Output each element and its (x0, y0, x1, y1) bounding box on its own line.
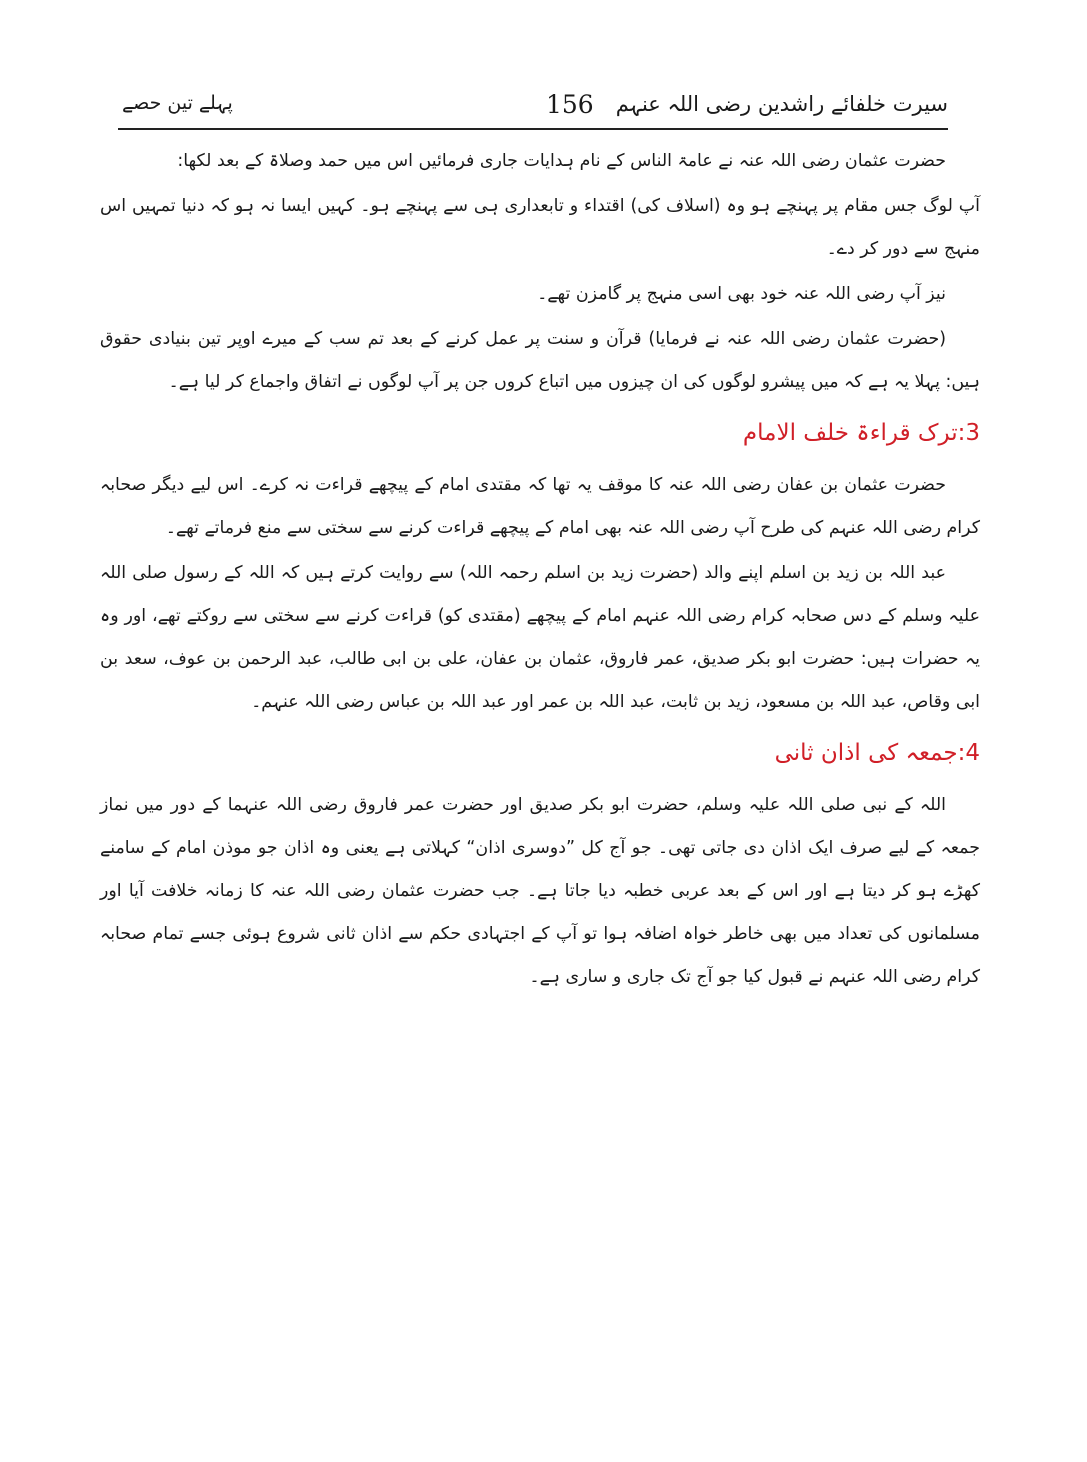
page-number: 156 (546, 90, 594, 119)
book-title: سیرت خلفائے راشدین رضی اللہ عنہم (615, 92, 948, 116)
paragraph-4: (حضرت عثمان رضی اللہ عنہ نے فرمایا) قرآن و سنت پر عمل کرنے کے بعد تم سب کے میرے اوپر تین بنیادی حقوق ہیں: پہلا یہ ہے کہ میں پیشرو لوگوں کی ان چیزوں میں اتباع کروں جن پر آپ لوگوں نے اتفاق واجماع کر لیا ہے۔ (100, 329, 980, 392)
section-heading-4: 4:جمعہ کی اذان ثانی (774, 740, 980, 766)
part-label: پہلے تین حصے (122, 92, 233, 114)
page-body (100, 140, 980, 1001)
header-rule (118, 128, 948, 130)
paragraph-3: نیز آپ رضی اللہ عنہ خود بھی اسی منہج پر گامزن تھے۔ (537, 284, 946, 304)
paragraph-6: عبد اللہ بن زید بن اسلم اپنے والد (حضرت زید بن اسلم رحمہ اللہ) سے روایت کرتے ہیں کہ اللہ کے رسول صلی اللہ علیہ وسلم کے دس صحابہ کرام رضی اللہ عنہم امام کے پیچھے (مقتدی کو) قراءت کرنے سے سختی سے روکتے تھے، اور وہ یہ حضرات ہیں: حضرت ابو بکر صدیق، عمر فاروق، عثمان بن عفان، علی بن ابی طالب، عبد الرحمن بن عوف، سعد بن ابی وقاص، عبد اللہ بن مسعود، زید بن ثابت، عبد اللہ بن عمر اور عبد اللہ بن عباس رضی اللہ عنہم۔ (100, 563, 980, 712)
paragraph-2: آپ لوگ جس مقام پر پہنچے ہو وہ (اسلاف کی) اقتداء و تابعداری ہی سے پہنچے ہو۔ کہیں ایسا نہ ہو کہ دنیا تمہیں اس منہج سے دور کر دے۔ (100, 196, 980, 259)
page-header (118, 88, 948, 130)
section-heading-3: 3:ترک قراءۃ خلف الامام (742, 420, 980, 446)
paragraph-7: اللہ کے نبی صلی اللہ علیہ وسلم، حضرت ابو بکر صدیق اور حضرت عمر فاروق رضی اللہ عنہما کے دور میں نماز جمعہ کے لیے صرف ایک اذان دی جاتی تھی۔ جو آج کل ”دوسری اذان“ کہلاتی ہے یعنی وہ اذان جو موذن امام کے سامنے کھڑے ہو کر دیتا ہے اور اس کے بعد عربی خطبہ دیا جاتا ہے۔ جب حضرت عثمان رضی اللہ عنہ کا زمانہ خلافت آیا اور مسلمانوں کی تعداد میں بھی خاطر خواہ اضافہ ہوا تو آپ کے اجتہادی حکم سے اذان ثانی شروع ہوئی جسے تمام صحابہ کرام رضی اللہ عنہم نے قبول کیا جو آج تک جاری و ساری ہے۔ (100, 795, 980, 987)
paragraph-5: حضرت عثمان بن عفان رضی اللہ عنہ کا موقف یہ تھا کہ مقتدی امام کے پیچھے قراءت نہ کرے۔ اس لیے دیگر صحابہ کرام رضی اللہ عنہم کی طرح آپ رضی اللہ عنہ بھی امام کے پیچھے قراءت کرنے سے سختی سے منع فرماتے تھے۔ (100, 475, 980, 538)
paragraph-1: حضرت عثمان رضی اللہ عنہ نے عامۃ الناس کے نام ہدایات جاری فرمائیں اس میں حمد وصلاۃ کے بعد لکھا: (177, 151, 946, 171)
